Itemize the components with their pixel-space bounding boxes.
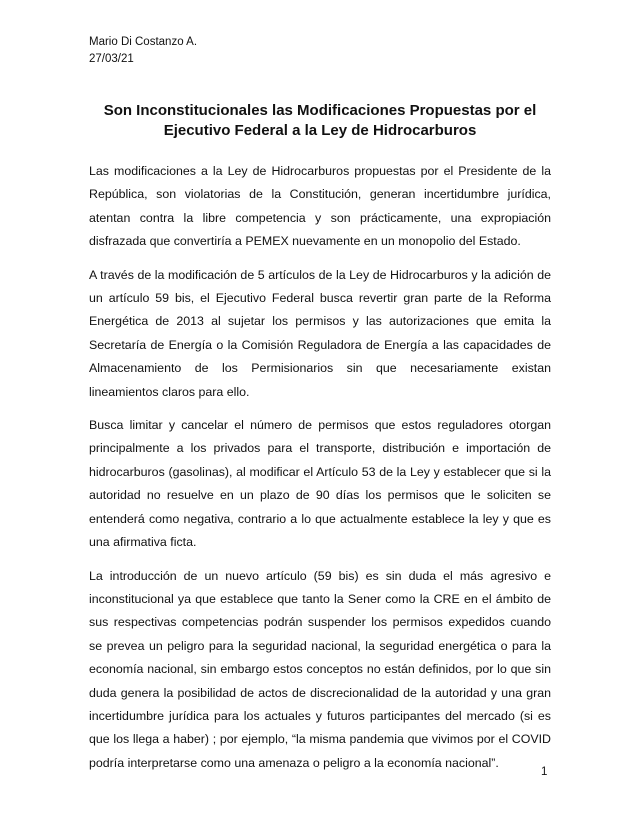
document-body <box>89 160 551 785</box>
paragraph: Busca limitar y cancelar el número de permisos que estos reguladores otorgan principalmente a los privados para el transporte, distribución e importación de hidrocarburos (gasolinas), al modificar el Artículo 53 de la Ley y establecer que si la autoridad no resuelve en un plazo de 90 días los permisos que le soliciten se entenderá como negativa, contrario a lo que actualmente establece la ley y que es una afirmativa ficta. <box>89 418 551 550</box>
paragraph: Las modificaciones a la Ley de Hidrocarburos propuestas por el Presidente de la República, son violatorias de la Constitución, generan incertidumbre jurídica, atentan contra la libre competencia y son prácticamente, una expropiación disfrazada que convertiría a PEMEX nuevamente en un monopolio del Estado. <box>89 164 551 249</box>
title-line-1: Son Inconstitucionales las Modificaciones Propuestas por el <box>103 102 537 119</box>
paragraph: La introducción de un nuevo artículo (59 bis) es sin duda el más agresivo e inconstitucional ya que establece que tanto la Sener como la CRE en el ámbito de sus respectivas competencias podrán suspender los permisos expedidos cuando se prevea un peligro para la seguridad nacional, la seguridad energética o para la economía nacional, sin embargo estos conceptos no están definidos, por lo que sin duda genera la posibilidad de actos de discrecionalidad de la autoridad y una gran incertidumbre jurídica para los actuales y futuros participantes del mercado (si es que los llega a haber) ; por ejemplo, “la misma pandemia que vivimos por el COVID podría interpretarse como una amenaza o peligro a la economía nacional”. <box>89 568 551 770</box>
title-line-2: Ejecutivo Federal a la Ley de Hidrocarburos <box>163 122 477 139</box>
document-header <box>89 34 197 68</box>
page-number: 1 <box>541 766 548 778</box>
document-date: 27/03/21 <box>89 53 134 65</box>
author-name: Mario Di Costanzo A. <box>89 36 198 48</box>
document-title <box>89 101 551 141</box>
paragraph: A través de la modificación de 5 artículos de la Ley de Hidrocarburos y la adición de un artículo 59 bis, el Ejecutivo Federal busca revertir gran parte de la Reforma Energética de 2013 al sujetar los permisos y las autorizaciones que emita la Secretaría de Energía o la Comisión Reguladora de Energía a las capacidades de Almacenamiento de los Permisionarios sin que necesariamente existan lineamientos claros para ello. <box>89 267 551 399</box>
